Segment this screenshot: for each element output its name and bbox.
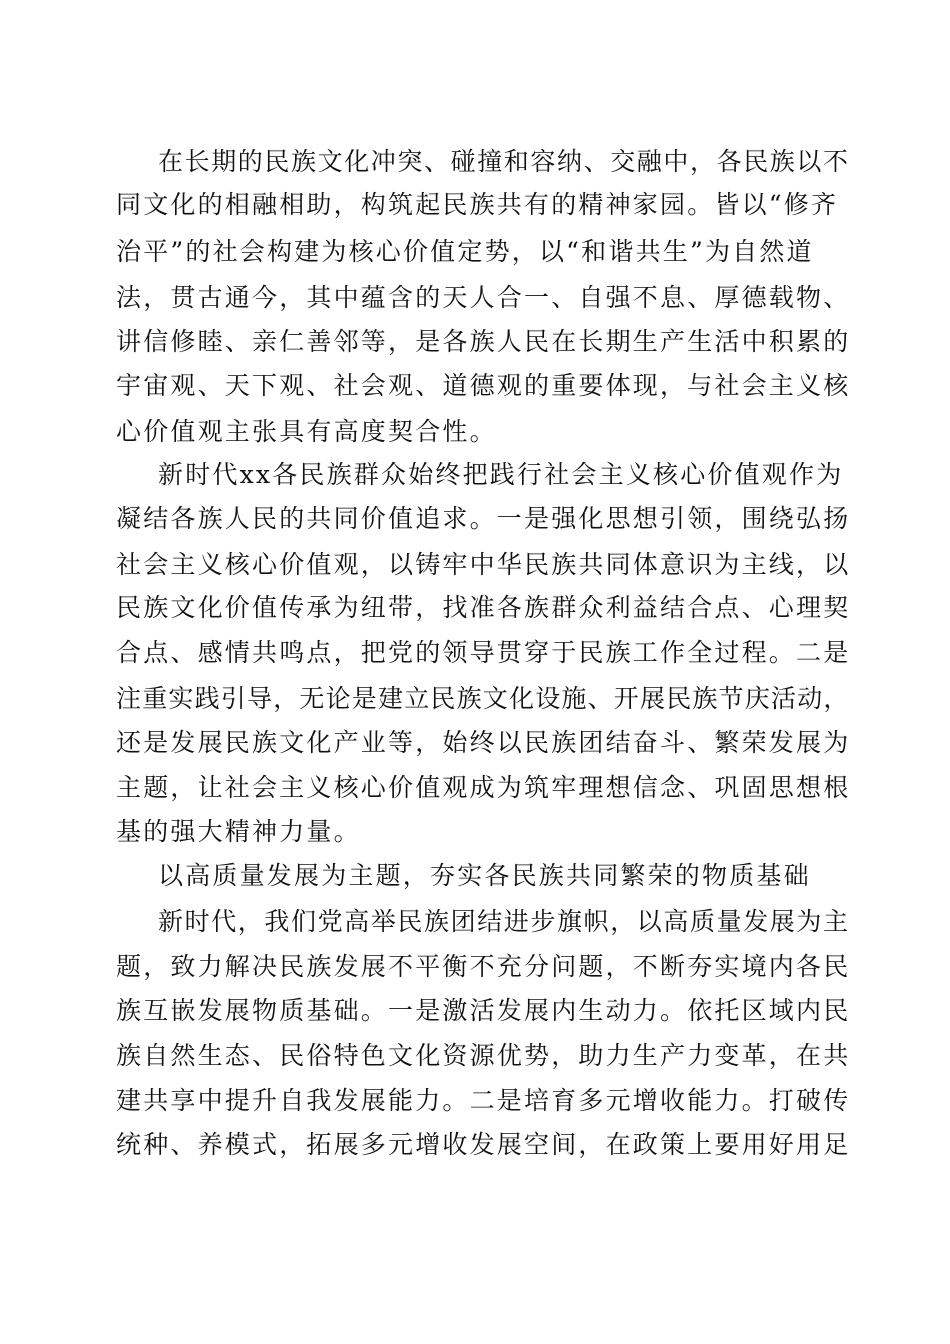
text-line: 还是发展民族文化产业等，始终以民族团结奋斗、繁荣发展为 [116, 728, 851, 757]
text-line: 宇宙观、天下观、社会观、道德观的重要体现，与社会主义核 [116, 371, 851, 400]
section-heading: 以高质量发展为主题，夯实各民族共同繁荣的物质基础 [158, 861, 811, 890]
text-line: 建共享中提升自我发展能力。二是培育多元增收能力。打破传 [116, 1086, 851, 1115]
text-line: 族自然生态、民俗特色文化资源优势，助力生产力变革，在共 [116, 1041, 851, 1070]
text-line: 民族文化价值传承为纽带，找准各族群众利益结合点、心理契 [116, 593, 851, 622]
text-line: 社会主义核心价值观，以铸牢中华民族共同体意识为主线，以 [116, 550, 851, 579]
text-line: 法，贯古通今，其中蕴含的天人合一、自强不息、厚德载物、 [116, 283, 851, 312]
text-line: 合点、感情共鸣点，把党的领导贯穿于民族工作全过程。二是 [116, 638, 851, 667]
text-line: 在长期的民族文化冲突、碰撞和容纳、交融中，各民族以不 [158, 147, 850, 176]
text-line: 新时代，我们党高举民族团结进步旗帜，以高质量发展为主 [158, 907, 850, 936]
text-line: 族互嵌发展物质基础。一是激活发展内生动力。依托区域内民 [116, 996, 851, 1025]
text-line: 注重实践引导，无论是建立民族文化设施、开展民族节庆活动， [116, 684, 850, 713]
text-line: 主题，让社会主义核心价值观成为筑牢理想信念、巩固思想根 [116, 773, 851, 802]
text-line: 凝结各族人民的共同价值追求。一是强化思想引领，围绕弘扬 [116, 504, 851, 533]
text-line: 讲信修睦、亲仁善邻等，是各族人民在长期生产生活中积累的 [116, 327, 851, 356]
text-line: 同文化的相融相助，构筑起民族共有的精神家园。皆以“修齐 [116, 190, 839, 219]
text-line: 新时代xx各民族群众始终把践行社会主义核心价值观作为 [158, 460, 844, 489]
text-line: 治平”的社会构建为核心价值定势，以“和谐共生”为自然道 [116, 237, 814, 266]
text-line: 题，致力解决民族发展不平衡不充分问题，不断夯实境内各民 [116, 952, 851, 981]
text-line: 统种、养模式，拓展多元增收发展空间，在政策上要用好用足 [116, 1130, 851, 1159]
text-line: 基的强大精神力量。 [116, 817, 361, 846]
text-line: 心价值观主张具有高度契合性。 [116, 417, 497, 446]
